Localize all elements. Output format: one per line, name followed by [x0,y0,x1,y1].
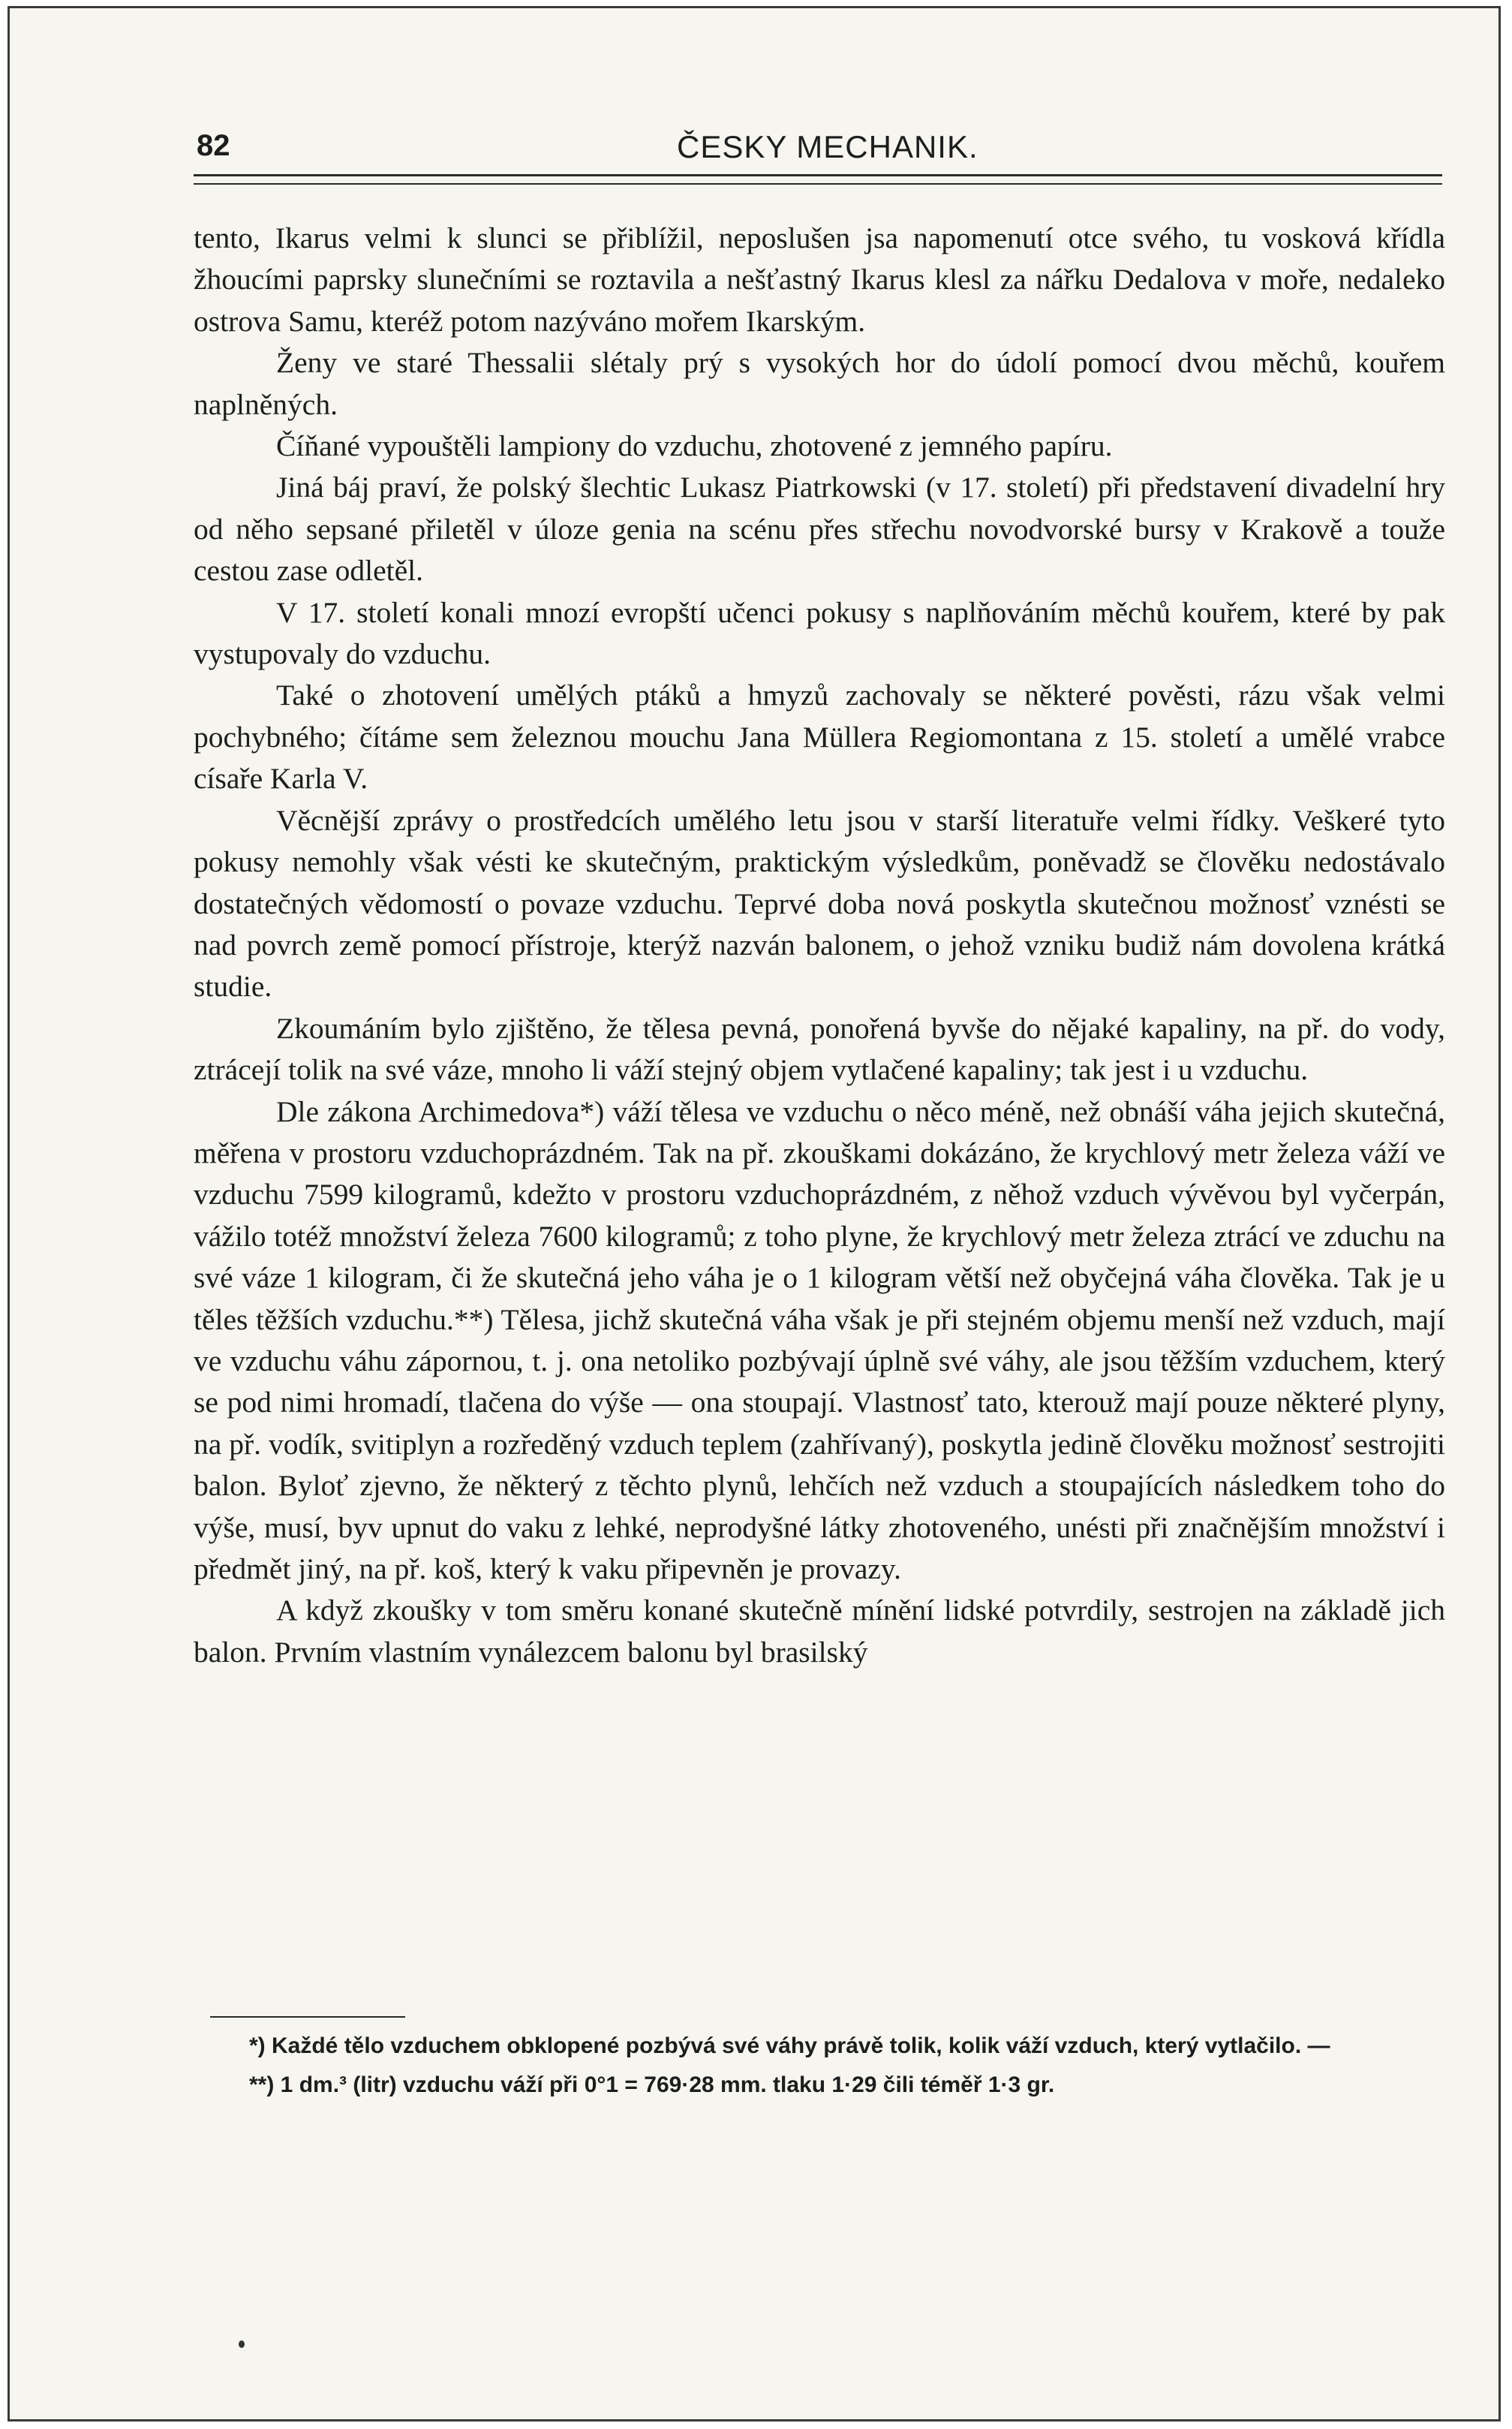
body-text [194,218,1445,1673]
header-rule [194,174,1442,176]
paragraph: Ženy ve staré Thessalii slétaly prý s vysokých hor do údolí pomocí dvou měchů, kouřem naplněných. [194,346,1445,421]
paragraph: Číňané vypouštěli lampiony do vzduchu, zhotovené z jemného papíru. [276,429,1113,463]
paragraph: tento, Ikarus velmi k slunci se přiblížil, neposlušen jsa napomenutí otce svého, tu vosková křídla žhoucími paprsky slunečními se roztavila a nešťastný Ikarus klesl za nářku Dedalova v moře, nedaleko ostrova Samu, kteréž potom nazýváno mořem Ikarským. [194,221,1445,338]
page-number: 82 [197,129,230,162]
paragraph: Věcnější zprávy o prostředcích umělého letu jsou v starší literatuře velmi řídky. Veškeré tyto pokusy nemohly však vésti ke skutečným, praktickým výsledkům, poněvadž se člověku nedostávalo dostatečných vědomostí o povaze vzduchu. Teprvé doba nová poskytla skutečnou možnosť vznésti se nad povrch země pomocí přístroje, kterýž nazván balonem, o jehož vzniku budiž nám dovolena krátká studie. [194,803,1445,1004]
footnote: **) 1 dm.³ (litr) vzduchu váží při 0°1 = 769·28 mm. tlaku 1·29 čili téměř 1·3 gr. [249,2072,1055,2097]
paragraph: Dle zákona Archimedova*) váží tělesa ve vzduchu o něco méně, než obnáší váha jejich skutečná, měřena v prostoru vzduchoprázdném. Tak na př. zkouškami dokázáno, že krychlový metr železa váží ve vzduchu 7599 kilogramů, kdežto v prostoru vzduchoprázdném, z něhož vzduch vývěvou byl vyčerpán, vážilo totéž množství železa 7600 kilogramů; z toho plyne, že krychlový metr železa ztrácí ve zduchu na své váze 1 kilogram, či že skutečná jeho váha je o 1 kilogram větší než obyčejná váha člověka. Tak je u těles těžších vzduchu.**) Tělesa, jichž skutečná váha však je při stejném objemu menší než vzduch, mají ve vzduchu váhu zápornou, t. j. ona netoliko pozbývají úplně své váhy, ale jsou těžším vzduchem, který se pod nimi hromadí, tlačena do výše — ona stoupají. Vlastnosť tato, kterouž mají pouze některé plyny, na př. vodík, svitiplyn a rozředěný vzduch teplem (zahřívaný), poskytla jedině člověku možnosť sestrojiti balon. Byloť zjevno, že některý z těchto plynů, lehčích než vzduch a stoupajících následkem toho do výše, musí, byv upnut do vaku z lehké, neprodyšné látky zhotoveného, unésti při značnějším množství i předmět jiný, na př. koš, který k vaku připevněn je provazy. [194,1094,1445,1585]
footnotes [197,2027,1445,2105]
header-rule [194,183,1442,185]
paragraph: Jiná báj praví, že polský šlechtic Lukasz Piatrkowski (v 17. století) při představení divadelní hry od něho sepsané přiletěl v úloze genia na scénu přes střechu novodvorské bursy v Krakově a touže cestou zase odletěl. [194,471,1445,588]
paragraph: A když zkoušky v tom směru konané skutečně mínění lidské potvrdily, sestrojen na základě jich balon. Prvním vlastním vynálezcem balonu byl brasilský [194,1594,1445,1669]
paragraph: V 17. století konali mnozí evropští učenci pokusy s naplňováním měchů kouřem, které by pak vystupovaly do vzduchu. [194,595,1445,671]
running-title: ČESKY MECHANIK. [677,129,978,164]
footnote-rule [210,2016,405,2018]
paragraph: Také o zhotovení umělých ptáků a hmyzů zachovaly se některé pověsti, rázu však velmi pochybného; čítáme sem železnou mouchu Jana Müllera Regiomontana z 15. století a umělé vrabce císaře Karla V. [194,679,1445,796]
page-header [197,129,1442,171]
footnote: *) Každé tělo vzduchem obklopené pozbývá své váhy právě tolik, kolik váží vzduch, který vytlačilo. — [249,2033,1330,2058]
ink-speck [239,2340,245,2348]
paragraph: Zkoumáním bylo zjištěno, že tělesa pevná, ponořená byvše do nějaké kapaliny, na př. do vody, ztrácejí tolik na své váze, mnoho li váží stejný objem vytlačené kapaliny; tak jest i u vzduchu. [194,1011,1445,1087]
